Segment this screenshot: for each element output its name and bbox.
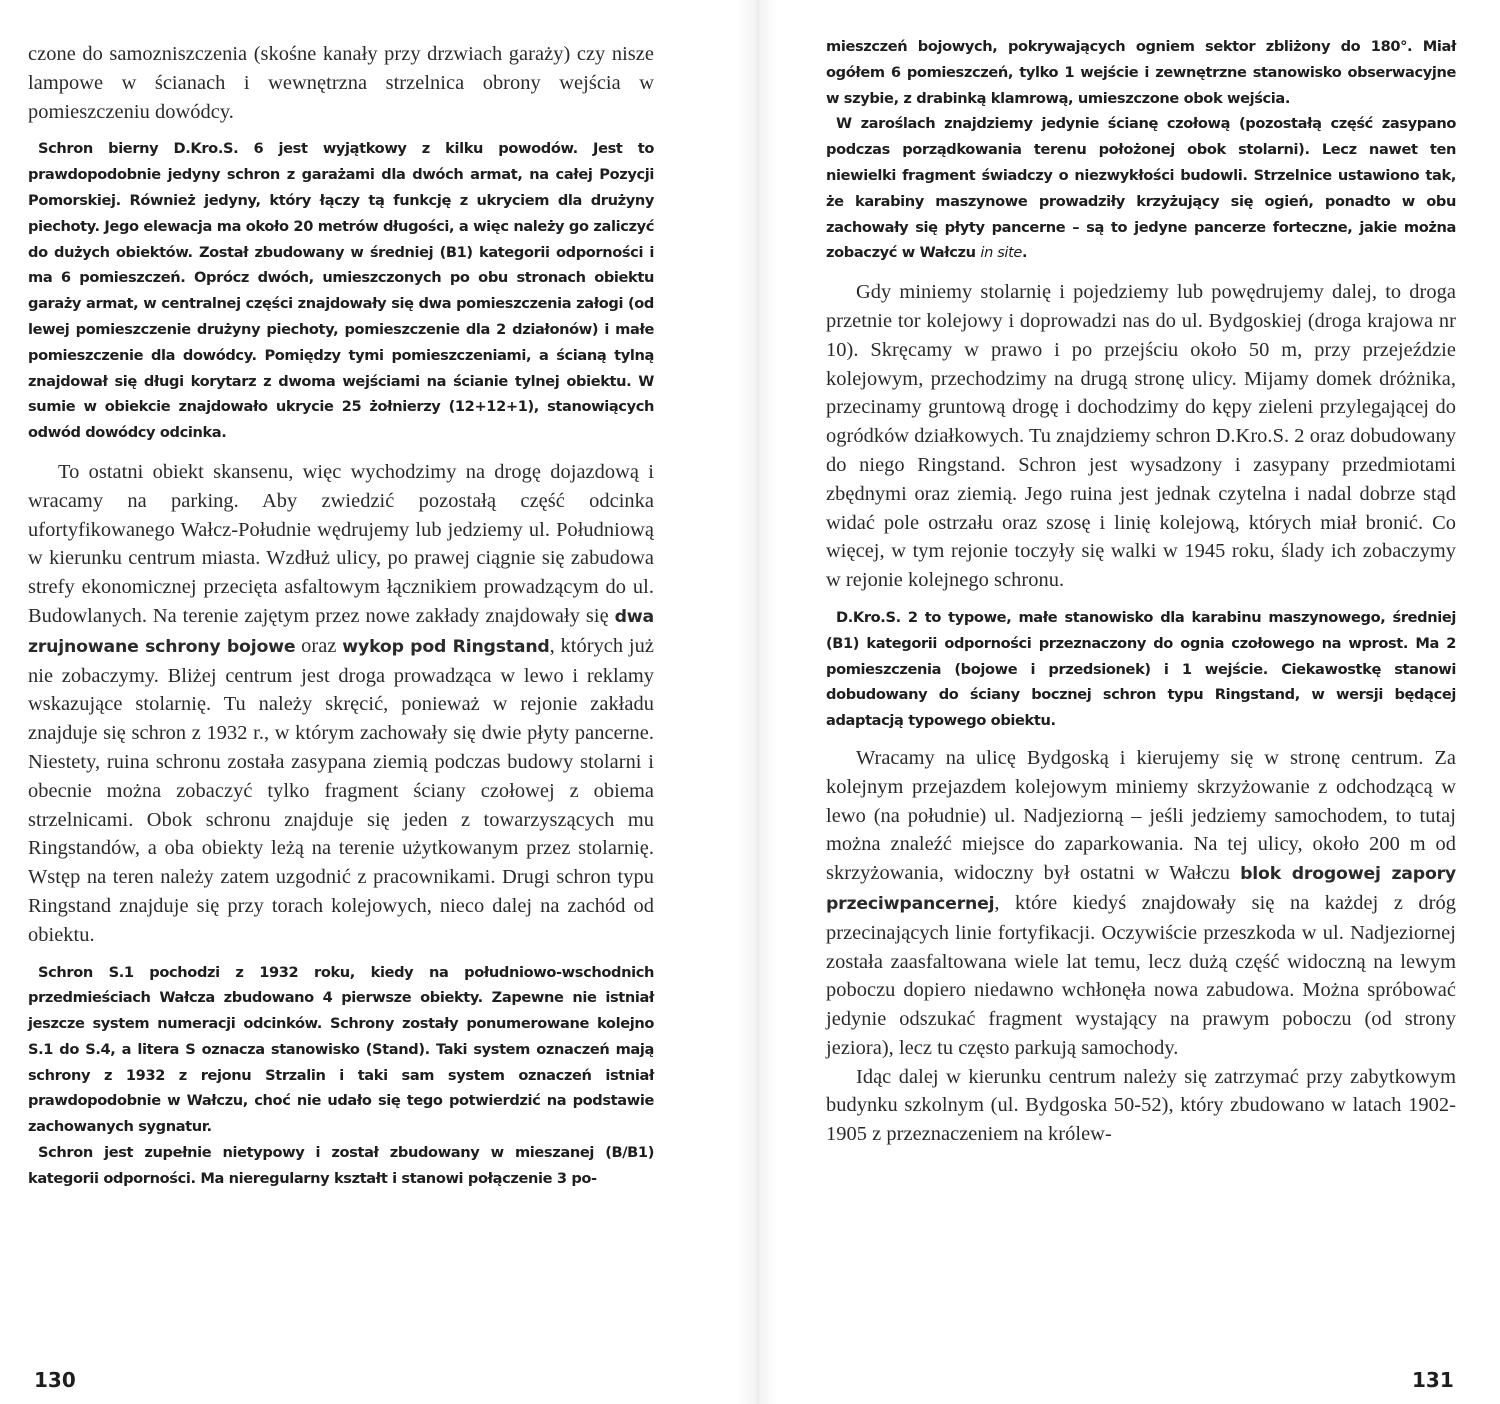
- right-paragraph-2-bold: blok drogowej zapory przeciwpancernej: [826, 864, 1456, 914]
- left-paragraph-2-text-a: To ostatni obiekt skansenu, więc wychodzimy na drogę dojazdową i wracamy na parking. Aby zwiedzić pozostałą część odcinka ufortyfikowanego Wałcz-Południe wędrujemy lub jedziemy ul. Południową w kierunku centrum miasta. Wzdłuż ulicy, po prawej ciągnie się zabudowa strefy ekonomicznej przecięta asfaltowym łącznikiem prowadzącym do ul. Budowlanych. Na terenie zajętym przez nowe zakłady znajdowały się: [28, 460, 654, 627]
- left-paragraph-2: [28, 458, 654, 950]
- left-paragraph-2-text-b: oraz: [295, 634, 343, 657]
- right-page: [826, 0, 1456, 1404]
- left-page-number: 130: [34, 1368, 76, 1392]
- right-paragraph-2-text-b: , które kiedyś znajdowały się na każdej z dróg przecinających linie fortyfikacji. Oczywiście przeszkoda w ul. Nadjeziornej została zaasfaltowana wiele lat temu, lecz dużą część widoczną na lewym poboczu dopiero niedawno wchłonęła nowa zabudowa. Można spróbować jedynie odszukać fragment wystający na prawym poboczu (od strony jeziora), lecz tu często parkują samochody.: [826, 891, 1456, 1059]
- left-info-box-3: Schron jest zupełnie nietypowy i został zbudowany w mieszanej (B/B1) kategorii odporności. Ma nieregularny kształt i stanowi połączenie 3 po-: [28, 1144, 654, 1187]
- left-page: [28, 0, 654, 1404]
- left-page-column: [28, 40, 654, 1192]
- book-gutter: [738, 0, 778, 1404]
- right-paragraph-3: Idąc dalej w kierunku centrum należy się zatrzymać przy zabytkowym budynku szkolnym (ul. Bydgoska 50-52), który zbudowano w latach 1902-1905 z przeznaczeniem na królew-: [826, 1065, 1456, 1146]
- right-paragraph-2: [826, 744, 1456, 1063]
- right-paragraph-2-text-a: Wracamy na ulicę Bydgoską i kierujemy się w stronę centrum. Za kolejnym przejazdem kolejowym miniemy skrzyżowanie z odchodzącą w lewo (na południe) ul. Nadjeziorną – jeśli jedziemy samochodem, to tutaj można znaleźć miejsce do zaparkowania. Na tej ulicy, około 200 m od skrzyżowania, widoczny był ostatni w Wałczu: [826, 746, 1456, 885]
- left-paragraph-2-text-c: , których już nie zobaczymy. Bliżej centrum jest droga prowadząca w lewo i reklamy wskazujące stolarnię. Tu należy skręcić, ponieważ w rejonie zakładu znajduje się schron z 1932 r., w którym zachowały się dwie płyty pancerne. Niestety, ruina schronu została zasypana ziemią podczas budowy stolarni i obecnie można zobaczyć tylko fragment ściany czołowej z obiema strzelnicami. Obok schronu znajduje się jeden z towarzyszących mu Ringstandów, a oba obiekty leżą na terenie użytkowanym przez stolarnię. Wstęp na teren należy zatem uzgodnić z pracownikami. Drugi schron typu Ringstand znajduje się przy torach kolejowych, nieco dalej na zachód od obiektu.: [28, 634, 654, 946]
- left-paragraph-2-bold-1: dwa zrujnowane schrony bojowe: [28, 606, 654, 657]
- left-paragraph-1: czone do samozniszczenia (skośne kanały przy drzwiach garaży) czy nisze lampowe w ścianach i wewnętrzna strzelnica obrony wejścia w pomieszczeniu dowódcy.: [28, 43, 654, 123]
- right-info-box-1b: [826, 111, 1456, 266]
- right-info-box-2: D.Kro.S. 2 to typowe, małe stanowisko dla karabinu maszynowego, średniej (B1) kategorii odporności przeznaczony do ognia czołowego na wprost. Ma 2 pomieszczenia (bojowe i przedsionek) i 1 wejście. Ciekawostkę stanowi dobudowany do ściany bocznej schron typu Ringstand, w wersji będącej adaptacją typowego obiektu.: [826, 608, 1456, 730]
- right-info-box-1b-end: .: [1022, 244, 1028, 262]
- right-page-number: 131: [1412, 1368, 1454, 1392]
- left-info-box-2: Schron S.1 pochodzi z 1932 roku, kiedy na południowo-wschodnich przedmieściach Wałcza zbudowano 4 pierwsze obiekty. Zapewne nie istniał jeszcze system numeracji odcinków. Schrony zostały ponumerowane kolejno S.1 do S.4, a litera S oznacza stanowisko (Stand). Taki system oznaczeń mają schrony z 1932 z rejonu Strzalin i taki sam system oznaczeń istniał prawdopodobnie w Wałczu, choć nie udało się tego potwierdzić na podstawie zachowanych sygnatur.: [28, 963, 654, 1136]
- left-paragraph-2-bold-2: wykop pod Ringstand: [342, 636, 550, 657]
- right-paragraph-1: Gdy miniemy stolarnię i pojedziemy lub powędrujemy dalej, to droga przetnie tor kolejowy i doprowadzi nas do ul. Bydgoskiej (droga krajowa nr 10). Skręcamy w prawo i po przejściu około 50 m, przy przejeździe kolejowym, przechodzimy na drugą stronę ulicy. Mijamy domek dróżnika, przecinamy gruntową drogę i dochodzimy do kępy zieleni przylegającej do ogródków działkowych. Tu znajdziemy schron D.Kro.S. 2 oraz dobudowany do niego Ringstand. Schron jest wysadzony i zasypany przedmiotami zbędnymi oraz ziemią. Jego ruina jest jednak czytelna i nadal dobrze stąd widać pole ostrzału oraz szosę i linię kolejową, których miał bronić. Co więcej, w tym rejonie toczyły się walki w 1945 roku, ślady ich zobaczymy w rejonie kolejnego schronu.: [826, 281, 1456, 592]
- right-info-box-1b-text: W zaroślach znajdziemy jedynie ścianę czołową (pozostałą część zasypano podczas porządkowania terenu położonej obok stolarni). Lecz nawet ten niewielki fragment świadczy o niezwykłości budowli. Strzelnice ustawiono tak, że karabiny maszynowe prowadziły krzyżujący się ogień, ponadto w obu zachowały się płyty pancerne – są to jedyne pancerze forteczne, jakie można zobaczyć w Wałczu: [826, 115, 1456, 262]
- left-info-box-1: Schron bierny D.Kro.S. 6 jest wyjątkowy z kilku powodów. Jest to prawdopodobnie jedyny schron z garażami dla dwóch armat, na całej Pozycji Pomorskiej. Również jedyny, który łączy tą funkcję z ukryciem dla drużyny piechoty. Jego elewacja ma około 20 metrów długości, a więc należy go zaliczyć do dużych obiektów. Został zbudowany w średniej (B1) kategorii odporności i ma 6 pomieszczeń. Oprócz dwóch, umieszczonych po obu stronach obiektu garaży armat, w centralnej części znajdowały się dwa pomieszczenia załogi (od lewej pomieszczenie drużyny piechoty, pomieszczenie dla 2 działonów) i małe pomieszczenie dla dowódcy. Pomiędzy tymi pomieszczeniami, a ścianą tylną znajdował się długi korytarz z dwoma wejściami na ścianie tylnej obiektu. W sumie w obiekcie znajdowało ukrycie 25 żołnierzy (12+12+1), stanowiących odwód dowódcy odcinka.: [28, 140, 654, 442]
- right-info-box-1b-italic: in site: [980, 244, 1023, 262]
- right-page-column: [826, 34, 1456, 1149]
- right-info-box-1a: mieszczeń bojowych, pokrywających ogniem sektor zbliżony do 180°. Miał ogółem 6 pomieszczeń, tylko 1 wejście i zewnętrzne stanowisko obserwacyjne w szybie, z drabinką klamrową, umieszczone obok wejścia.: [826, 38, 1456, 107]
